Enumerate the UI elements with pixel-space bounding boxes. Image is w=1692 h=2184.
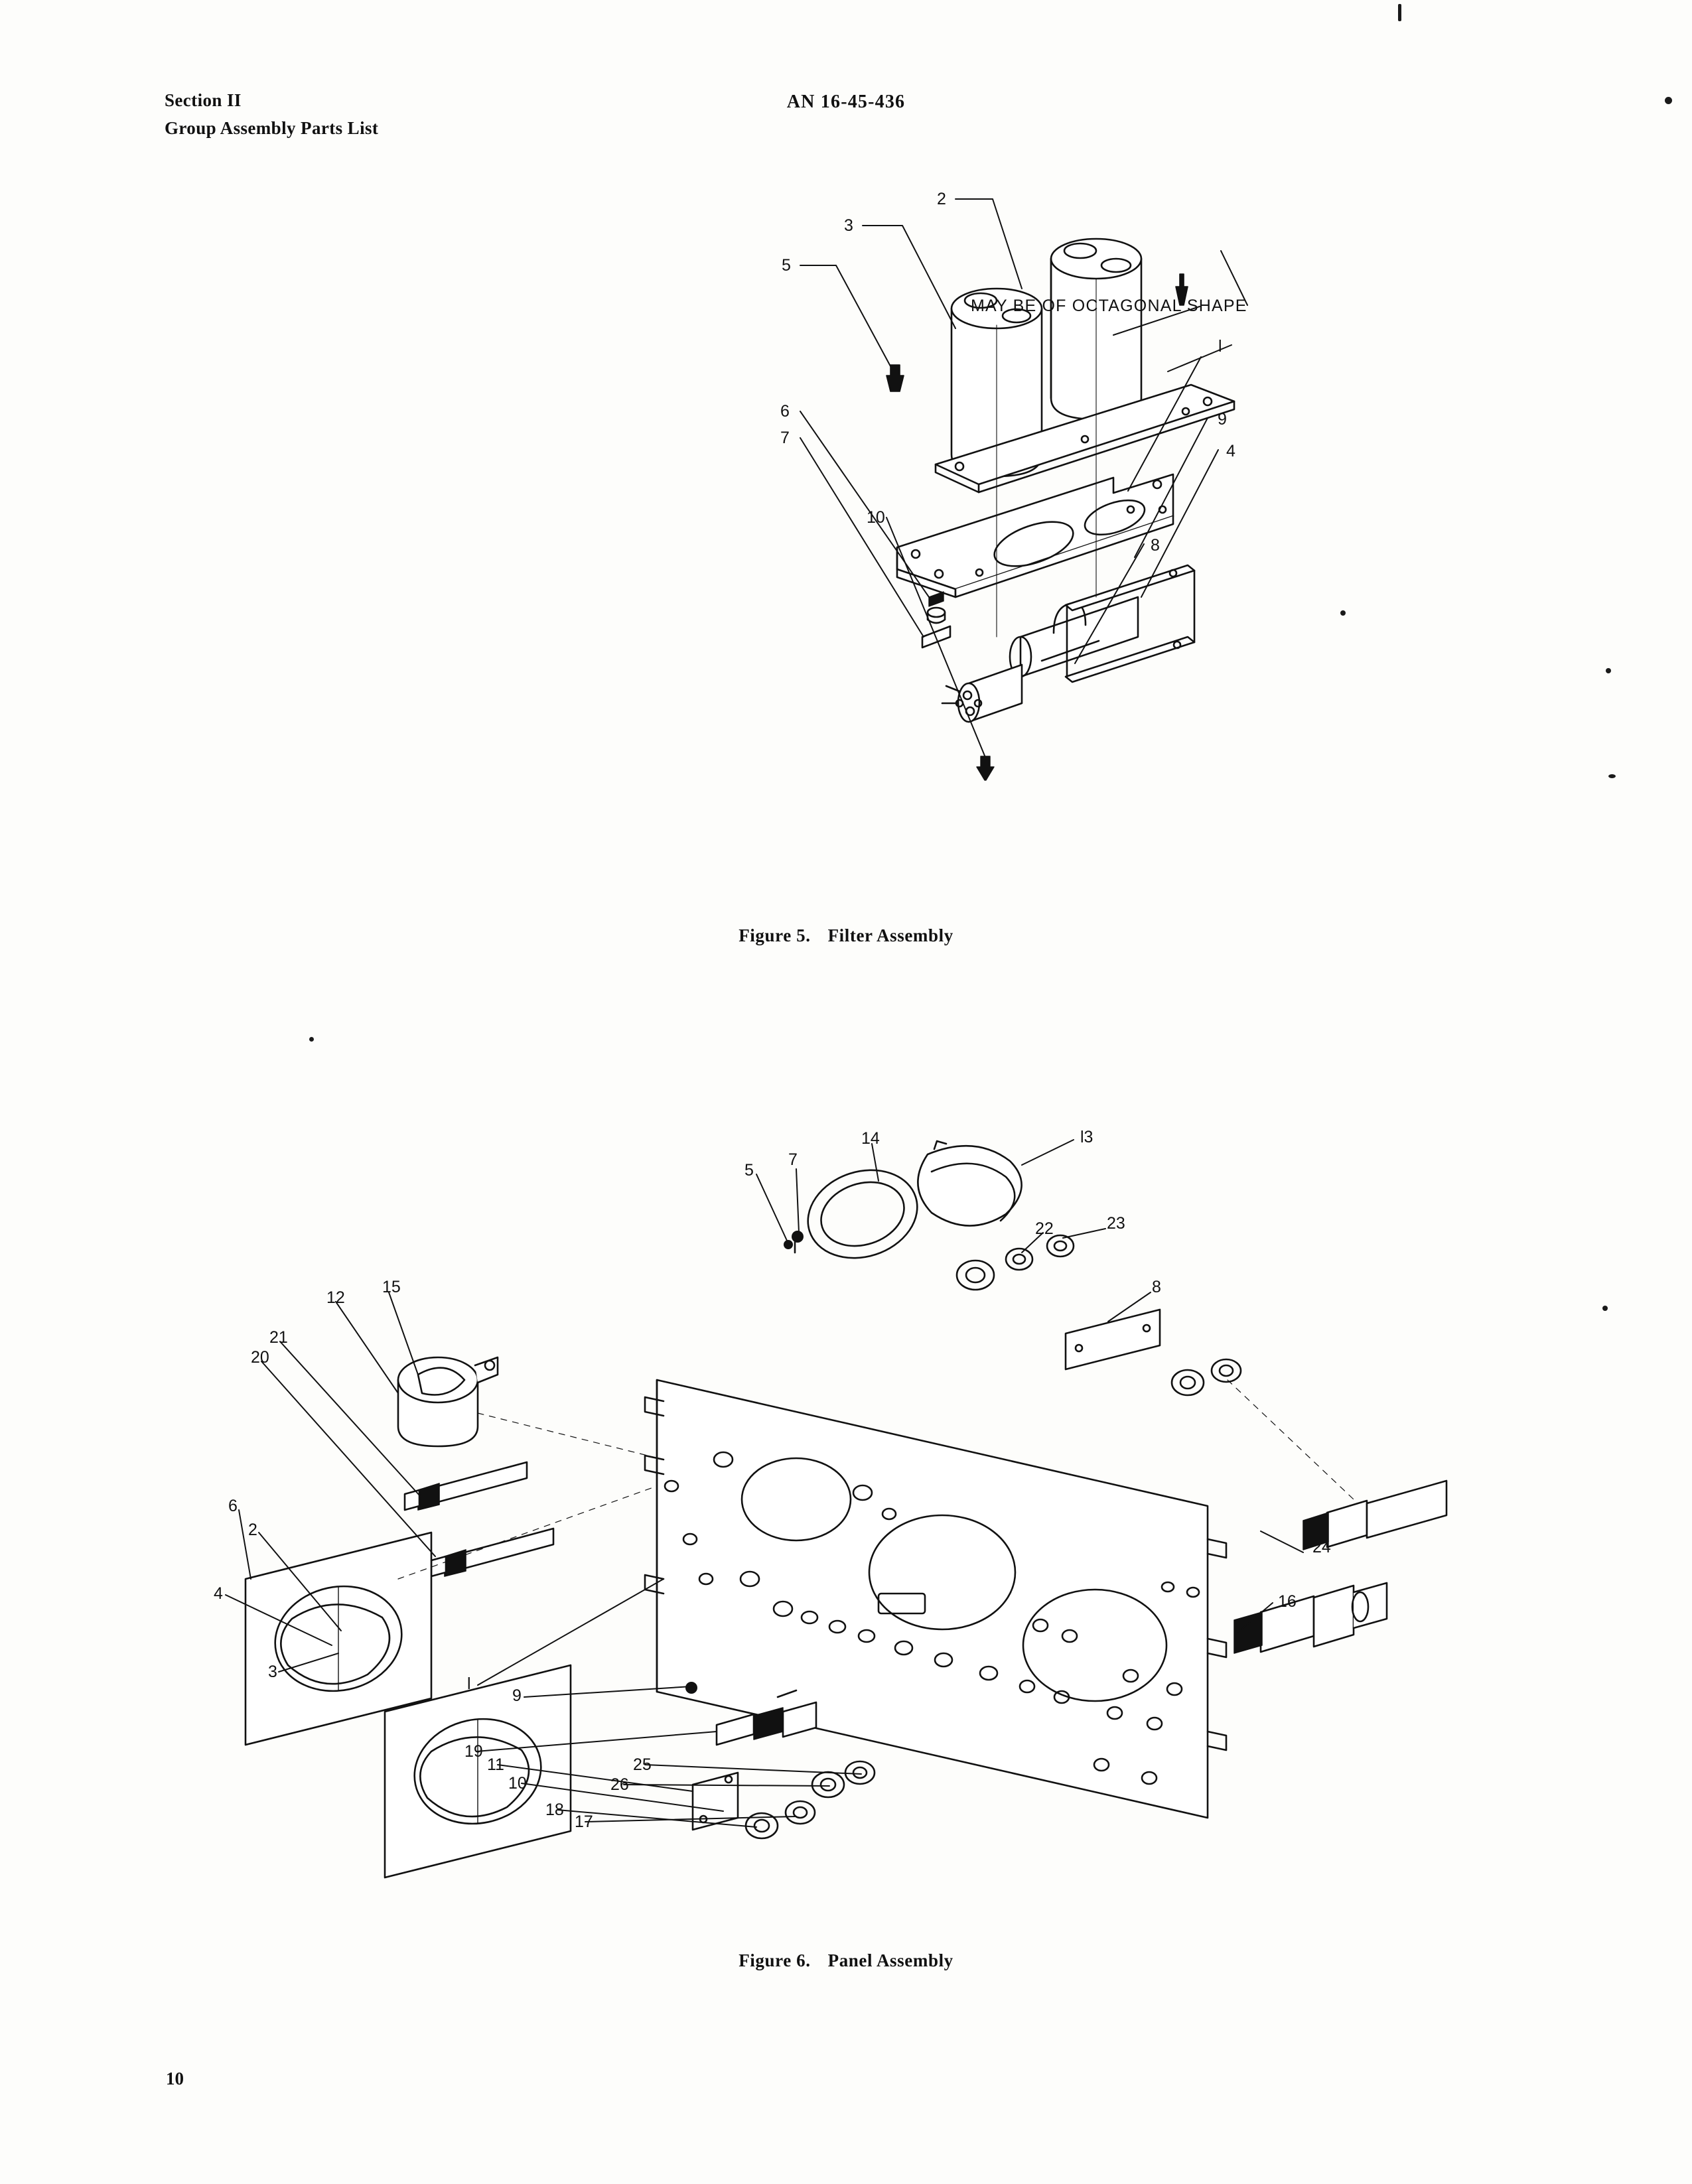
figure6-callout-16: 16: [1278, 1592, 1297, 1611]
figure-5-caption: [0, 925, 1692, 946]
figure6-callout-26: 26: [610, 1775, 629, 1794]
page-number: 10: [166, 2069, 184, 2088]
print-mark-top: [1398, 4, 1401, 21]
figure-6-illustration: [199, 1115, 1513, 1911]
figure5-callout-1: l: [1218, 337, 1222, 356]
figure5-callout-7: 7: [780, 429, 790, 447]
figure6-callout-8: 8: [1152, 1278, 1161, 1296]
figure-5-illustration: [425, 172, 1314, 902]
figure6-callout-20: 20: [251, 1348, 269, 1367]
figure-5-caption-title: Filter Assembly: [827, 925, 953, 945]
figure-5-caption-number: Figure 5.: [739, 925, 811, 945]
figure6-callout-1: l: [467, 1674, 471, 1693]
figure5-callout-4: 4: [1226, 442, 1235, 460]
figure6-callout-4: 4: [214, 1584, 223, 1603]
figure6-callout-13: l3: [1080, 1128, 1093, 1146]
figure5-octagonal-note: MAY BE OF OCTAGONAL SHAPE: [971, 297, 1247, 315]
figure6-callout-3: 3: [268, 1663, 277, 1681]
header-subsection-label: Group Assembly Parts List: [165, 118, 379, 138]
figure5-callout-5: 5: [782, 256, 791, 275]
print-mark-right-2: [1340, 610, 1346, 616]
figure6-callout-12: 12: [326, 1288, 345, 1307]
figure6-callout-22: 22: [1035, 1219, 1054, 1238]
figure5-callout-3: 3: [844, 216, 853, 235]
header-document-number: AN 16-45-436: [786, 92, 906, 112]
figure6-callout-2: 2: [248, 1521, 257, 1539]
figure-6-caption-title: Panel Assembly: [827, 1950, 953, 1970]
figure-6-caption: [0, 1950, 1692, 1971]
figure5-callout-6: 6: [780, 402, 790, 421]
figure6-callout-25: 25: [633, 1755, 652, 1774]
figure6-callout-19: 19: [464, 1742, 483, 1761]
figure6-callout-17: 17: [575, 1812, 593, 1831]
figure6-callout-21: 21: [269, 1328, 288, 1347]
print-mark-right-1: [1665, 97, 1672, 104]
figure5-callout-9: 9: [1218, 410, 1227, 429]
figure6-callout-15: 15: [382, 1278, 401, 1296]
print-mark-left-1: [309, 1037, 314, 1042]
print-mark-right-3: [1606, 668, 1611, 673]
figure-6-caption-number: Figure 6.: [739, 1950, 811, 1970]
figure6-callout-7: 7: [788, 1150, 798, 1169]
figure6-callout-6: 6: [228, 1497, 238, 1515]
header-section-label: Section II: [165, 90, 242, 110]
figure6-callout-14: 14: [861, 1129, 880, 1148]
print-mark-right-4: [1608, 774, 1616, 778]
figure5-callout-10: 10: [867, 508, 885, 527]
figure6-callout-10: 10: [508, 1774, 527, 1793]
figure5-callout-8: 8: [1151, 536, 1160, 555]
figure6-callout-18: 18: [545, 1801, 564, 1819]
figure6-callout-24: 24: [1312, 1538, 1331, 1556]
figure6-callout-9: 9: [512, 1686, 522, 1705]
figure6-callout-23: 23: [1107, 1214, 1125, 1233]
figure6-callout-5: 5: [744, 1161, 754, 1180]
figure5-callout-2: 2: [937, 190, 946, 208]
figure6-callout-11: 11: [487, 1755, 504, 1774]
print-mark-right-5: [1602, 1306, 1608, 1311]
